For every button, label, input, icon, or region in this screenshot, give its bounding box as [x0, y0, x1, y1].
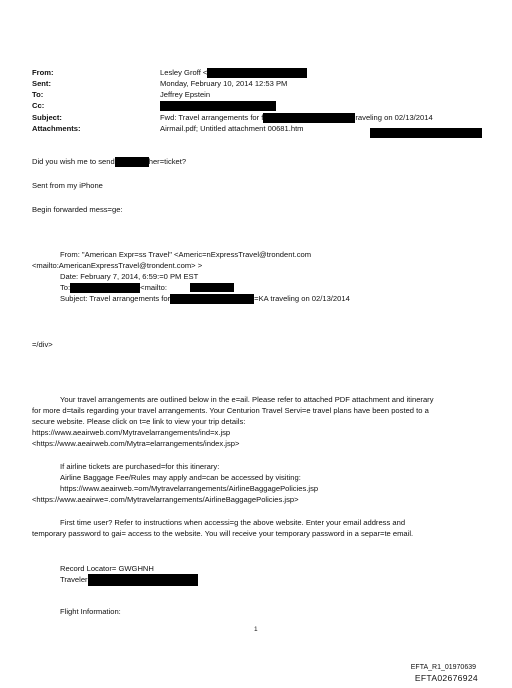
efta-reference-small: EFTA_R1_01970639 — [410, 664, 476, 671]
redaction-block — [115, 157, 149, 167]
div-close-tag: =/div> — [32, 340, 53, 349]
para1-line2: for more d=tails regarding your travel arrangements. Your Centurion Travel Servi=e travel plans have been posted to a — [32, 406, 429, 415]
question-part-a: Did you wish me to send — [32, 157, 115, 166]
header-sent-row — [0, 79, 512, 89]
subject-suffix: raveling on 02/13/2014 — [355, 113, 433, 122]
fwd-subject-b: =KA traveling on 02/13/2014 — [254, 294, 350, 303]
sent-label: Sent: — [32, 79, 51, 88]
baggage-link-alt[interactable]: <https://www.aeairwe=.com/Mytravelarrangements/AirlineBaggagePolicies.jsp> — [32, 495, 299, 504]
redaction-block — [70, 283, 140, 293]
para2-line2: Airline Baggage Fee/Rules may apply and=can be accessed by visiting: — [60, 473, 301, 482]
fwd-mailto-line[interactable]: <mailto:AmericanExpressTravel@trondent.com> > — [32, 261, 203, 270]
redaction-block — [170, 294, 254, 304]
para1-line1: Your travel arrangements are outlined below in the e=ail. Please refer to attached PDF attachment and itinerary — [60, 395, 434, 404]
attachments-label: Attachments: — [32, 124, 81, 133]
from-value — [160, 68, 307, 78]
record-locator: Record Locator= GWGHNH — [60, 564, 154, 573]
subject-value — [160, 113, 433, 123]
para1-line3: secure website. Please click on t=e link to view your trip details: — [32, 417, 246, 426]
from-label: From: — [32, 68, 54, 77]
header-cc-row — [0, 101, 512, 111]
subject-label: Subject: — [32, 113, 62, 122]
redaction-block — [160, 101, 276, 111]
page-number: 1 — [254, 626, 258, 633]
baggage-link[interactable]: https://www.aeairweb.=om/Mytravelarrangements/AirlineBaggagePolicies.jsp — [60, 484, 319, 493]
efta-reference-large: EFTA02676924 — [414, 673, 478, 683]
redaction-block — [190, 283, 234, 292]
to-label: To: — [32, 90, 44, 99]
para3-line1: First time user? Refer to instructions when accessi=g the above website. Enter your email address and — [60, 518, 406, 527]
subject-prefix: Fwd: Travel arrangements for f — [160, 113, 264, 122]
header-to-row — [0, 90, 512, 100]
header-subject-row — [0, 113, 512, 123]
traveler-line — [60, 575, 198, 586]
fwd-subject-a: Subject: Travel arrangements for — [60, 294, 171, 303]
sent-from-iphone: Sent from my iPhone — [32, 181, 103, 190]
fwd-to-label: To: — [60, 283, 71, 292]
trip-link[interactable]: https://www.aeairweb.com/Mytravelarrangements/ind=x.jsp — [32, 428, 231, 437]
fwd-date-line: Date: February 7, 2014, 6:59:=0 PM EST — [60, 272, 199, 281]
header-from-row — [0, 68, 512, 78]
para2-line1: If airline tickets are purchased=for this itinerary: — [60, 462, 220, 471]
attachments-value[interactable]: Airmail.pdf; Untitled attachment 00681.htm — [160, 124, 304, 133]
para3-line2: temporary password to gai= access to the website. You will receive your temporary password in a separ=te email. — [32, 529, 414, 538]
fwd-to-line — [60, 283, 167, 293]
redaction-block — [370, 128, 482, 138]
from-sender: Lesley Groff < — [160, 68, 208, 77]
trip-link-alt[interactable]: <https://www.aeairweb.com/Mytra=elarrangements/index.jsp> — [32, 439, 240, 448]
redaction-block — [263, 113, 355, 123]
flight-information: Flight Information: — [60, 607, 121, 616]
fwd-to-mailto: <mailto: — [140, 283, 167, 292]
sent-value: Monday, February 10, 2014 12:53 PM — [160, 79, 288, 88]
cc-label: Cc: — [32, 101, 45, 110]
traveler-label: Traveler — [60, 575, 88, 584]
redaction-block — [207, 68, 307, 78]
question-part-b: her=ticket? — [148, 157, 187, 166]
redaction-block — [88, 574, 198, 586]
fwd-from-line: From: "American Expr=ss Travel" <Americ=nExpressTravel@trondent.com — [60, 250, 312, 259]
fwd-subject-line — [60, 294, 350, 304]
cc-value — [160, 101, 276, 111]
begin-forwarded: Begin forwarded mess=ge: — [32, 205, 123, 214]
to-value: Jeffrey Epstein — [160, 90, 211, 99]
body-question-line — [32, 157, 186, 167]
